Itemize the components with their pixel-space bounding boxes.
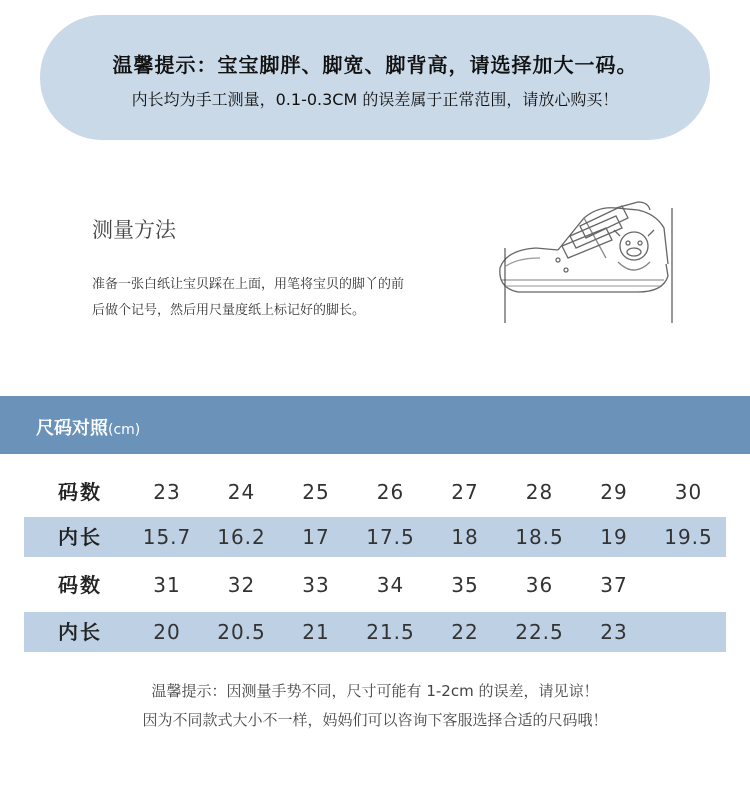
size-table-row [24,472,726,512]
footer-line-1: 温馨提示：因测量手势不同，尺寸可能有 1-2cm 的误差，请见谅！ [151,682,599,700]
row-label: 内长 [58,620,102,644]
measure-method-title: 测量方法 [92,218,176,242]
row-label: 码数 [58,480,102,504]
canvas-shoe-illustration [488,188,688,328]
size-cell: 30 [674,480,703,504]
size-cell: 32 [227,573,256,597]
size-chart-unit: (cm) [108,422,141,438]
size-cell: 23 [600,620,628,644]
size-cell: 28 [525,480,554,504]
size-cell: 20.5 [217,620,266,644]
size-cell: 19 [600,525,628,549]
size-cell: 34 [376,573,405,597]
size-chart-title: 尺码对照(cm) [36,418,141,439]
size-cell: 22.5 [515,620,564,644]
size-table-row [24,612,726,652]
size-cell: 31 [153,573,181,597]
measure-method-line-2: 后做个记号，然后用尺量度纸上标记好的脚长。 [92,303,366,318]
size-cell: 37 [600,573,628,597]
size-cell: 26 [376,480,405,504]
row-label: 内长 [58,525,102,549]
size-cell: 15.7 [142,525,192,549]
tip-line-1: 温馨提示：宝宝脚胖、脚宽、脚背高，请选择加大一码。 [112,53,638,77]
size-cell: 29 [600,480,628,504]
size-cell: 18 [451,525,479,549]
size-cell: 19.5 [664,525,713,549]
size-cell: 22 [451,620,479,644]
row-label: 码数 [58,573,102,597]
measure-method-line-1: 准备一张白纸让宝贝踩在上面，用笔将宝贝的脚丫的前 [92,277,405,292]
footer-line-2: 因为不同款式大小不一样，妈妈们可以咨询下客服选择合适的尺码哦！ [142,711,608,729]
size-cell: 17 [302,525,330,549]
tip-line-2: 内长均为手工测量，0.1-0.3CM 的误差属于正常范围，请放心购买！ [131,90,619,109]
size-cell: 16.2 [217,525,266,549]
measure-method-text [92,272,472,324]
size-cell: 17.5 [366,525,415,549]
size-table-row [24,565,726,605]
tip-banner [40,15,710,140]
size-cell: 20 [153,620,181,644]
size-cell: 21 [302,620,330,644]
size-cell: 36 [525,573,554,597]
size-cell: 27 [451,480,479,504]
size-chart-header [0,396,750,454]
size-table-row [24,517,726,557]
size-cell: 24 [227,480,256,504]
size-cell: 21.5 [366,620,415,644]
size-cell: 23 [153,480,181,504]
size-cell: 35 [451,573,479,597]
size-cell: 33 [302,573,330,597]
size-cell: 18.5 [515,525,564,549]
size-cell: 25 [302,480,330,504]
